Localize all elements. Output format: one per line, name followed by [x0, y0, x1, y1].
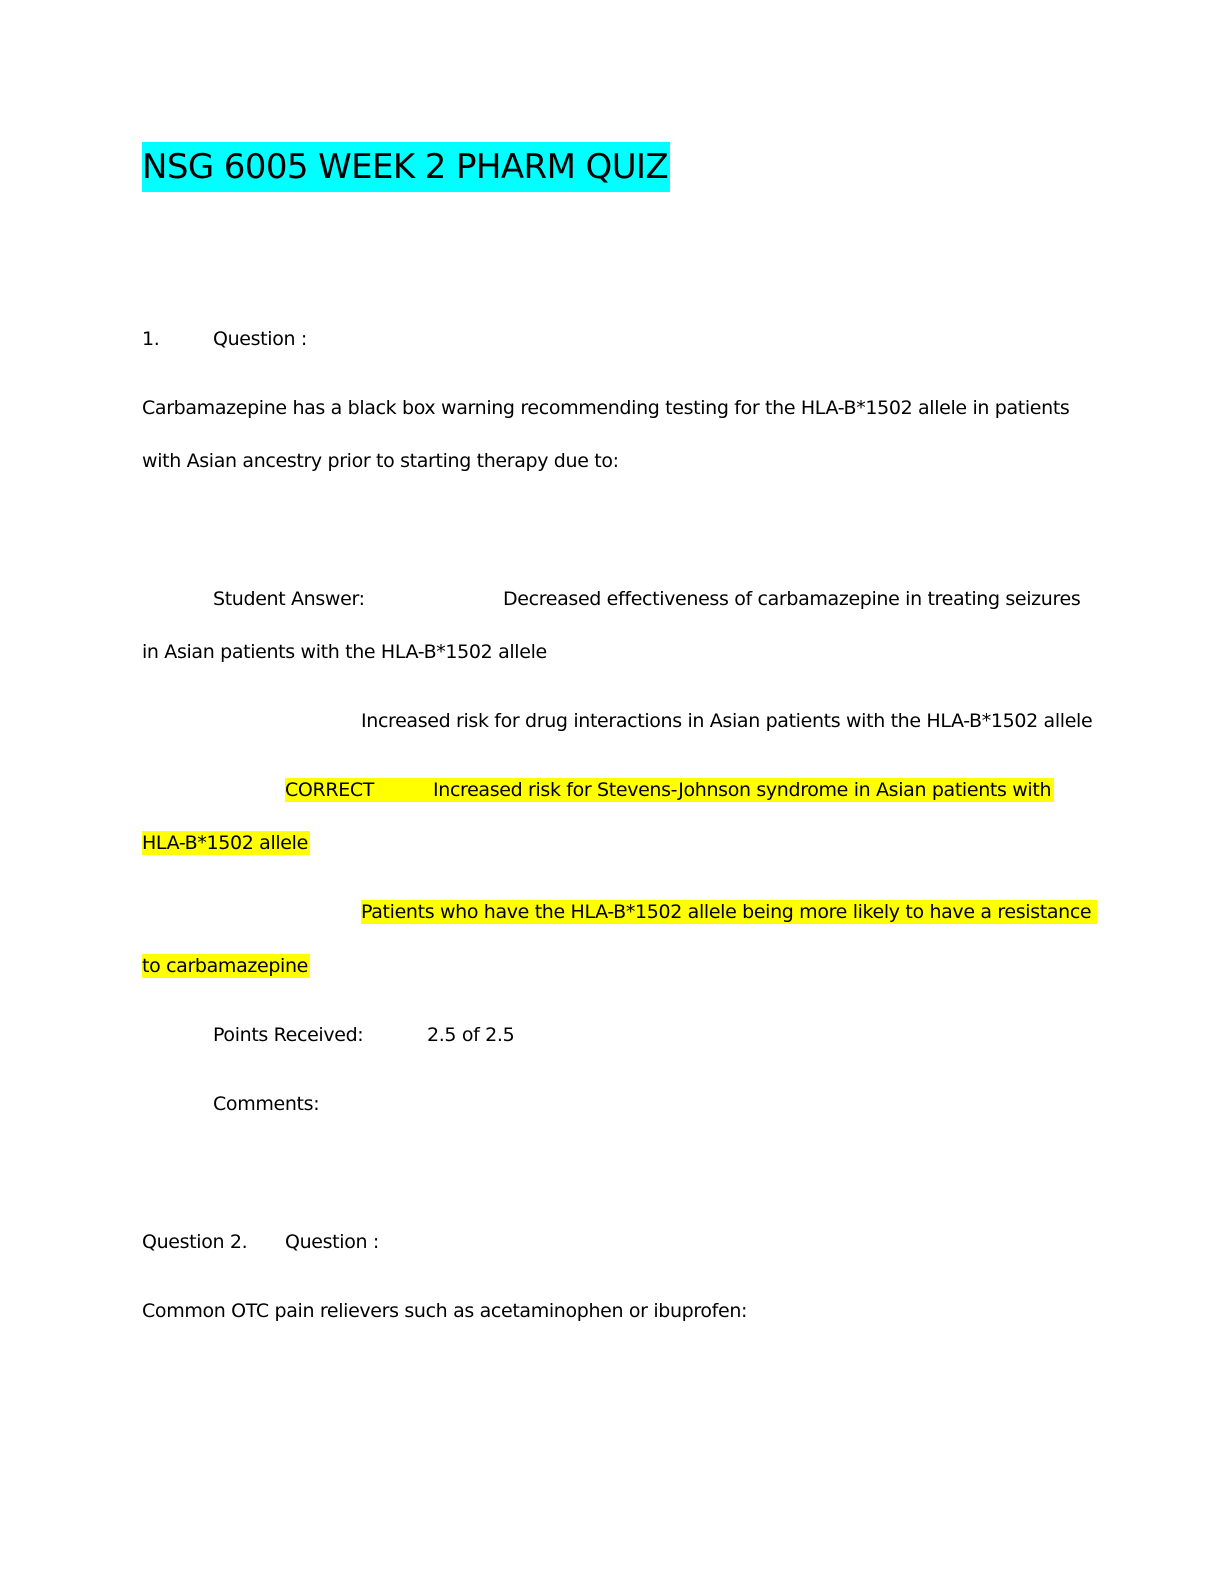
- question-1-label: Question :: [213, 328, 307, 350]
- option-4-line-1: Patients who have the HLA-B*1502 allele being more likely to have a resistance: [361, 900, 1097, 924]
- correct-marker: CORRECT: [285, 778, 433, 802]
- comments-label: Comments:: [213, 1093, 320, 1115]
- question-1-text-line-1: Carbamazepine has a black box warning recommending testing for the HLA-B*1502 allele in patients: [142, 397, 1070, 419]
- option-3-line-1: Increased risk for Stevens-Johnson syndrome in Asian patients with: [433, 778, 1054, 802]
- points-received-value: 2.5 of 2.5: [427, 1024, 515, 1046]
- student-answer-label: Student Answer:: [213, 588, 365, 610]
- question-2-number: Question 2.: [142, 1231, 248, 1253]
- document-title: NSG 6005 WEEK 2 PHARM QUIZ: [142, 142, 670, 192]
- question-1-number: 1.: [142, 328, 160, 350]
- question-2-label: Question :: [285, 1231, 379, 1253]
- option-4-line-2: to carbamazepine: [142, 955, 309, 977]
- question-1-text-line-2: with Asian ancestry prior to starting therapy due to:: [142, 450, 619, 472]
- points-received-label: Points Received:: [213, 1024, 364, 1046]
- option-3-line-2: HLA-B*1502 allele: [142, 832, 308, 854]
- option-2-line-1: Increased risk for drug interactions in Asian patients with the HLA-B*1502 allele: [361, 710, 1093, 732]
- option-1-line-1: Decreased effectiveness of carbamazepine in treating seizures: [503, 588, 1081, 610]
- option-1-line-2: in Asian patients with the HLA-B*1502 allele: [142, 641, 547, 663]
- question-2-text: Common OTC pain relievers such as acetaminophen or ibuprofen:: [142, 1300, 748, 1322]
